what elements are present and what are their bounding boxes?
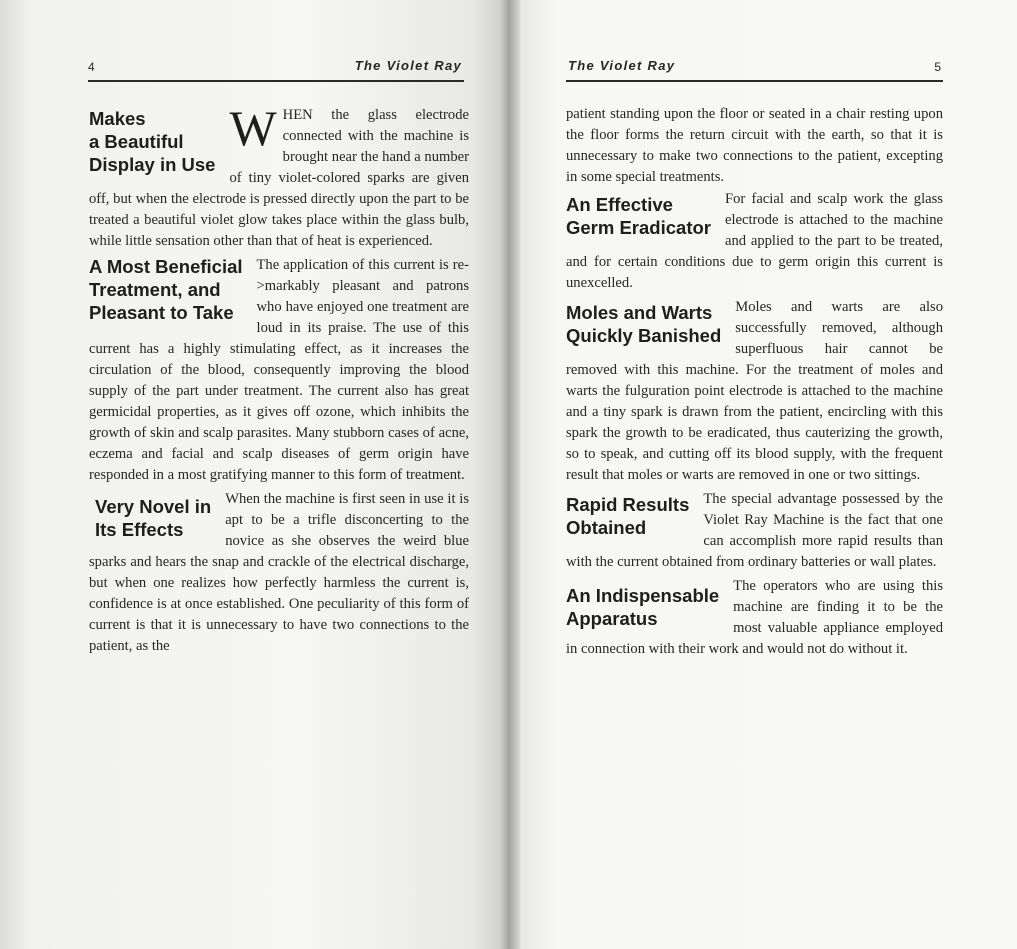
right-column bbox=[566, 104, 943, 660]
heading-line: Pleasant to Take bbox=[89, 302, 234, 323]
heading-line: A Most Beneficial bbox=[89, 256, 243, 277]
heading-line: Display in Use bbox=[89, 154, 216, 175]
running-title: The Violet Ray bbox=[568, 58, 676, 73]
heading-line: a Beautiful bbox=[89, 131, 184, 152]
section-very-novel bbox=[89, 487, 469, 657]
section-beautiful-display bbox=[89, 100, 469, 252]
page-number: 5 bbox=[934, 60, 941, 74]
continued-paragraph: patient standing upon the floor or seated in a chair resting upon the floor forms the return circuit with the earth, so that it is unnecessary to make two connections to the patient, excepting in some special treatments. bbox=[566, 106, 943, 185]
heading-line: An Effective bbox=[566, 194, 673, 215]
page-number: 4 bbox=[88, 60, 95, 74]
left-column bbox=[89, 100, 469, 657]
drop-cap: W bbox=[229, 100, 277, 156]
section-body: The operators who are using this machine are finding it to be the most valuable appliance employed in connection with their work and would not do without it. bbox=[566, 578, 943, 657]
section-body: When the machine is first seen in use it is apt to be a trifle disconcerting to the novice as she observes the weird blue sparks and hears the snap and crackle of the electrical discharge, but when one realizes how perfectly harmless the current is, confidence is at once established. One peculiarity of this form of current is that it is unnecessary to have two connections to the patient, as the bbox=[89, 491, 469, 654]
section-heading bbox=[89, 255, 243, 324]
heading-line: Treatment, and bbox=[89, 279, 221, 300]
body-text: HEN the glass electrode connected with the machine is brought near the hand a number of tiny violet-colored sparks are given off, but when the electrode is pressed directly upon the part to be treated a beautiful violet glow takes place within the glass bulb, while little sensation other than that of heat is experienced. bbox=[89, 107, 469, 249]
heading-line: Quickly Banished bbox=[566, 325, 722, 346]
heading-line: Makes bbox=[89, 108, 146, 129]
section-body: Moles and warts are also successfully removed, although superfluous hair cannot be removed with this machine. For the treatment of moles and warts the fulguration point electrode is attached to the machine and a tiny spark is drawn from the patient, encircling with this spark the growth to be eradicated, thus cauterizing the growth, so to speak, and cutting off its blood supply, with the frequent result that moles or warts are removed in one or two sittings. bbox=[566, 299, 943, 483]
heading-line: Very Novel in bbox=[95, 496, 212, 517]
heading-line: Obtained bbox=[566, 517, 647, 538]
section-indispensable-apparatus bbox=[566, 574, 943, 660]
heading-line: Rapid Results bbox=[566, 494, 690, 515]
section-heading bbox=[566, 301, 721, 347]
heading-line: Its Effects bbox=[95, 519, 184, 540]
section-rapid-results bbox=[566, 487, 943, 573]
running-title: The Violet Ray bbox=[354, 58, 462, 73]
heading-line: Apparatus bbox=[566, 608, 658, 629]
left-page-header bbox=[88, 52, 464, 82]
section-germ-eradicator bbox=[566, 189, 943, 294]
section-body: For facial and scalp work the glass electrode is attached to the machine and applied to the part to be treated, and for certain conditions due to germ origin this current is unexcelled. bbox=[566, 191, 943, 291]
right-page-header bbox=[566, 52, 943, 82]
section-heading bbox=[89, 107, 215, 176]
section-body: The special advantage possessed by the Violet Ray Machine is the fact that one can accomplish more rapid results than with the current obtained from ordinary batteries or wall plates. bbox=[566, 491, 943, 570]
heading-line: Moles and Warts bbox=[566, 302, 713, 323]
section-heading bbox=[566, 193, 711, 239]
book-gutter-shadow bbox=[500, 0, 520, 949]
heading-line: An Indispensable bbox=[566, 585, 720, 606]
section-heading bbox=[566, 493, 689, 539]
section-heading bbox=[566, 584, 719, 630]
section-moles-warts bbox=[566, 295, 943, 486]
section-heading bbox=[95, 495, 211, 541]
section-beneficial-treatment bbox=[89, 253, 469, 486]
section-body: The application of this current is re>markably pleasant and patrons who have enjoyed one treatment are loud in its praise. The use of this current has a highly stimulating effect, as it increases the circulation of the blood, consequently improving the blood supply of the part under treatment. The current also has great germicidal properties, as it gives off ozone, which inhibits the growth of skin and scalp parasites. Many stubborn cases of acne, eczema and facial and scalp diseases of germ origin have responded in a most gratifying manner to this form of treatment. bbox=[89, 257, 469, 483]
heading-line: Germ Eradicator bbox=[566, 217, 711, 238]
left-page bbox=[0, 0, 508, 949]
